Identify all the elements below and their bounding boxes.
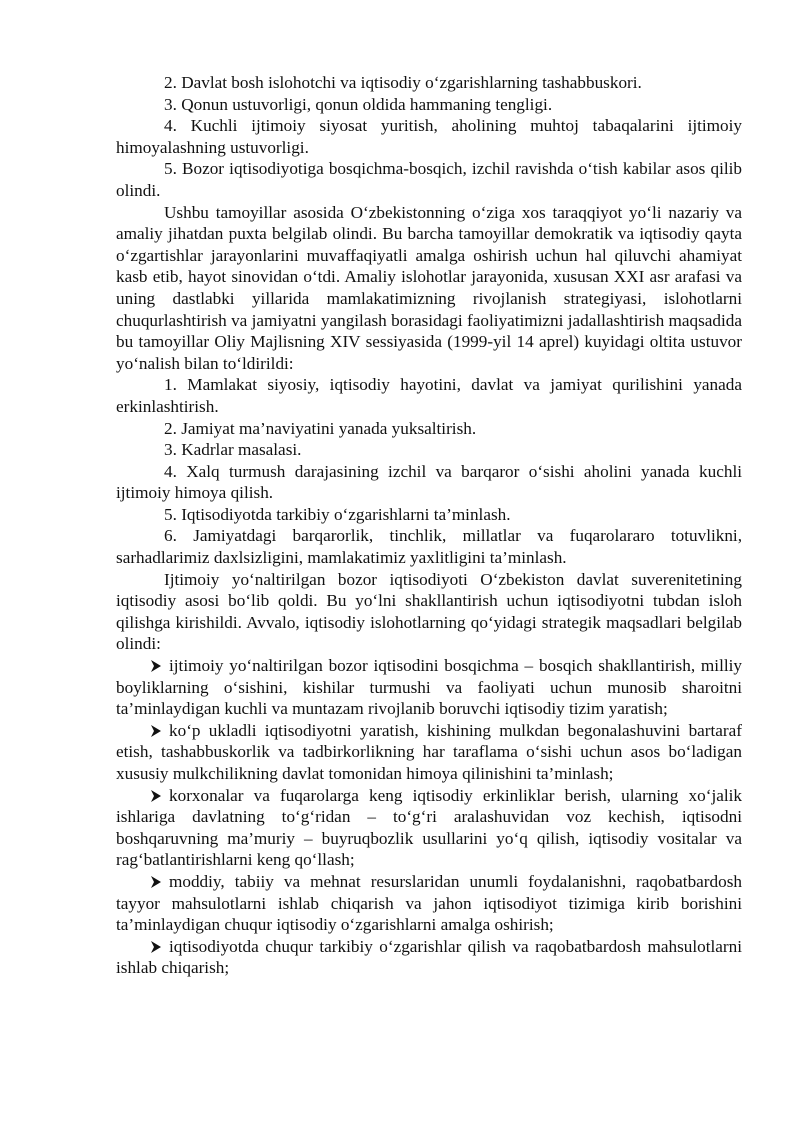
principle-2: 2. Davlat bosh islohotchi va iqtisodiy o‘zgarishlarning tashabbuskori. <box>164 73 642 92</box>
arrowhead-bullet-icon <box>150 785 164 807</box>
arrowhead-bullet-icon <box>150 720 164 742</box>
arrowhead-bullet-icon <box>150 655 164 677</box>
principle-3: 3. Qonun ustuvorligi, qonun oldida hammaning tengligi. <box>164 94 553 114</box>
bullet-item-4 <box>116 871 742 936</box>
priority-6: 6. Jamiyatdagi barqarorlik, tinchlik, millatlar va fuqarolararo totuvlikni, sarhadlarimiz daxlsizligini, mamlakatimiz yaxlitligini ta’minlash. <box>116 526 742 568</box>
bullet-text: ijtimoiy yo‘naltirilgan bozor iqtisodini bosqichma – bosqich shakllantirish, milliy boyliklarning o‘sishini, kishilar turmushi va faoliyati uchun munosib sharoitni ta’minlaydigan kuchli va muntazam rivojlanib boruvchi iqtisodiy tizim yaratish; <box>116 656 742 719</box>
principle-5: 5. Bozor iqtisodiyotiga bosqichma-bosqich, izchil ravishda o‘tish kabilar asos qilib olindi. <box>116 159 742 200</box>
priority-5: 5. Iqtisodiyotda tarkibiy o‘zgarishlarni ta’minlash. <box>164 504 511 524</box>
priority-2: 2. Jamiyat ma’naviyatini yanada yuksaltirish. <box>164 418 477 438</box>
bullet-text: moddiy, tabiiy va mehnat resurslaridan unumli foydalanishni, raqobatbardosh tayyor mahsulotlarni ishlab chiqarish va jahon iqtisodiyot tizimiga kirib borishini ta’minlaydigan chuqur iqtisodiy o‘zgarishlarni amalga oshirish; <box>116 871 742 935</box>
priority-1: 1. Mamlakat siyosiy, iqtisodiy hayotini, davlat va jamiyat qurilishini yanada erkinlashtirish. <box>116 375 742 416</box>
principle-4: 4. Kuchli ijtimoiy siyosat yuritish, aholining muhtoj tabaqalarini ijtimoiy himoyalashning ustuvorligi. <box>116 116 742 157</box>
bullet-item-2 <box>116 720 742 785</box>
bullet-text: iqtisodiyotda chuqur tarkibiy o‘zgarishlar qilish va raqobatbardosh mahsulotlarni ishlab chiqarish; <box>116 936 742 978</box>
arrowhead-bullet-icon <box>150 871 164 893</box>
bullet-item-1 <box>116 655 742 720</box>
bullet-item-3 <box>116 785 742 871</box>
priority-4: 4. Xalq turmush darajasining izchil va barqaror o‘sishi aholini yanada kuchli ijtimoiy himoya qilish. <box>116 461 742 503</box>
priority-3: 3. Kadrlar masalasi. <box>164 440 302 460</box>
bullet-text: korxonalar va fuqarolarga keng iqtisodiy erkinliklar berish, ularning xo‘jalik ishlariga davlatning to‘g‘ridan – to‘g‘ri aralashuvidan voz kechish, iqtisodni boshqaruvning ma’muriy – buyruqbozlik usullarini yo‘q qilish, iqtisodiy vositalar va rag‘batlantirishlarni keng qo‘llash; <box>116 785 742 870</box>
bullet-text: ko‘p ukladli iqtisodiyotni yaratish, kishining mulkdan begonalashuvini bartaraf etish, tashabbuskorlik va tadbirkorlikning har taraflama o‘sishi uchun asos bo‘ladigan xususiy mulkchilikning davlat tomonidan himoya qilinishini ta’minlash; <box>116 720 742 783</box>
body-paragraph-market-economy: Ijtimoiy yo‘naltirilgan bozor iqtisodiyoti O‘zbekiston davlat suverenitetining iqtisodiy asosi bo‘lib qoldi. Bu yo‘lni shakllantirish uchun iqtisodiyotni tubdan isloh qilishga kirishildi. Avvalo, iqtisodiy islohotlarning qo‘yidagi strategik maqsadlari belgilab olindi: <box>116 569 742 654</box>
body-paragraph-principles: Ushbu tamoyillar asosida O‘zbekistonning o‘ziga xos taraqqiyot yo‘li nazariy va amaliy jihatdan puxta belgilab olindi. Bu barcha tamoyillar demokratik va iqtisodiy qayta o‘zgartishlar jarayonlarini muvaffaqiyatli amalga oshirish uchun hal qiluvchi ahamiyat kasb etib, hayot sinovidan o‘tdi. Amaliy islohotlar jarayonida, xususan XXI asr arafasi va uning dastlabki yillarida mamlakatimizning rivojlanish strategiyasi, islohotlarni chuqurlashtirish va jamiyatni yangilash borasidagi faoliyatimizni jadallashtirish maqsadida bu tamoyillar Oliy Majlisning XIV sessiyasida (1999-yil 14 aprel) kuyidagi oltita ustuvor yo‘nalish bilan to‘ldirildi: <box>116 202 742 373</box>
bullet-item-5 <box>116 936 742 979</box>
arrowhead-bullet-icon <box>150 936 164 958</box>
